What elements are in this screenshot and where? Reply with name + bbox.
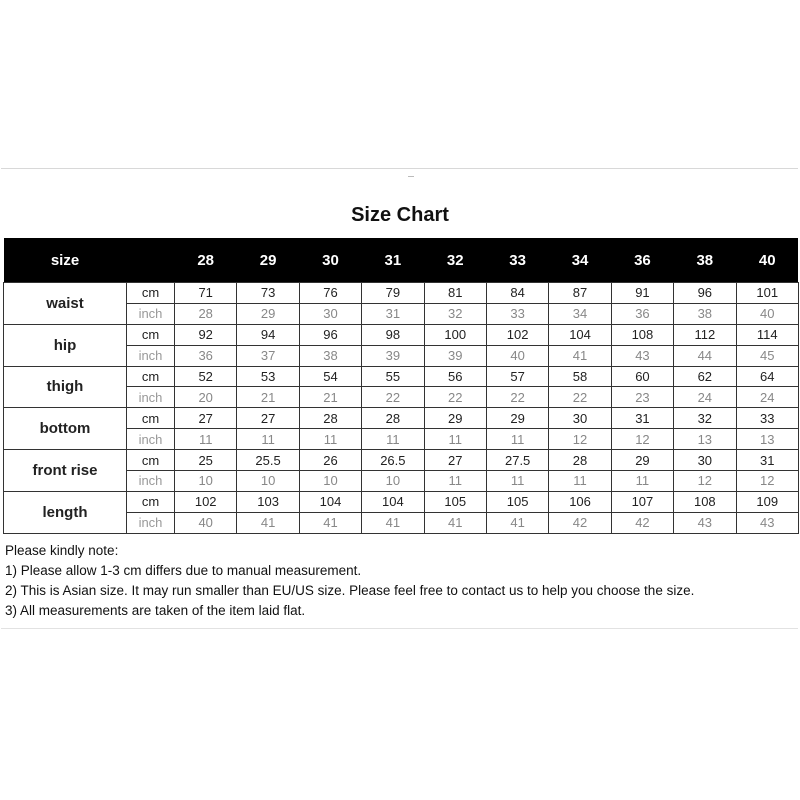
unit-cell: cm (127, 408, 175, 429)
unit-cell: cm (127, 366, 175, 387)
measurement-label: waist (4, 283, 127, 325)
value-cell: 22 (549, 387, 611, 408)
value-cell: 41 (237, 512, 299, 533)
measurement-label: thigh (4, 366, 127, 408)
size-col-header: 31 (362, 238, 424, 283)
value-cell: 22 (424, 387, 486, 408)
value-cell: 98 (362, 324, 424, 345)
value-cell: 11 (611, 471, 673, 492)
notes-heading: Please kindly note: (5, 543, 119, 558)
value-cell: 94 (237, 324, 299, 345)
value-cell: 36 (611, 303, 673, 324)
value-cell: 34 (549, 303, 611, 324)
value-cell: 21 (237, 387, 299, 408)
value-cell: 27 (175, 408, 237, 429)
value-cell: 32 (674, 408, 736, 429)
value-cell: 24 (674, 387, 736, 408)
value-cell: 28 (299, 408, 361, 429)
size-chart-table (3, 238, 799, 534)
value-cell: 84 (486, 283, 548, 304)
size-col-header: 38 (674, 238, 736, 283)
value-cell: 40 (736, 303, 798, 324)
measurement-row-cm (4, 450, 799, 471)
value-cell: 41 (299, 512, 361, 533)
value-cell: 53 (237, 366, 299, 387)
measurement-row-cm (4, 366, 799, 387)
value-cell: 29 (237, 303, 299, 324)
value-cell: 12 (674, 471, 736, 492)
unit-cell: inch (127, 303, 175, 324)
value-cell: 43 (736, 512, 798, 533)
value-cell: 11 (175, 429, 237, 450)
value-cell: 44 (674, 345, 736, 366)
value-cell: 108 (674, 491, 736, 512)
size-col-header: 33 (486, 238, 548, 283)
value-cell: 104 (362, 491, 424, 512)
value-cell: 79 (362, 283, 424, 304)
measurement-row-cm (4, 491, 799, 512)
frame-tick (408, 176, 414, 177)
value-cell: 45 (736, 345, 798, 366)
unit-cell: inch (127, 512, 175, 533)
value-cell: 96 (674, 283, 736, 304)
note-item: 1) Please allow 1-3 cm differs due to manual measurement. (5, 563, 362, 578)
value-cell: 11 (237, 429, 299, 450)
value-cell: 114 (736, 324, 798, 345)
value-cell: 41 (424, 512, 486, 533)
size-col-header: 32 (424, 238, 486, 283)
value-cell: 40 (486, 345, 548, 366)
value-cell: 64 (736, 366, 798, 387)
value-cell: 87 (549, 283, 611, 304)
value-cell: 33 (736, 408, 798, 429)
unit-cell: cm (127, 491, 175, 512)
value-cell: 27 (237, 408, 299, 429)
value-cell: 39 (424, 345, 486, 366)
value-cell: 96 (299, 324, 361, 345)
value-cell: 22 (486, 387, 548, 408)
value-cell: 28 (175, 303, 237, 324)
value-cell: 41 (362, 512, 424, 533)
value-cell: 43 (611, 345, 673, 366)
note-item: 2) This is Asian size. It may run smaller than EU/US size. Please feel free to contact us to help you choose the size. (5, 583, 695, 598)
value-cell: 28 (549, 450, 611, 471)
size-col-header: 30 (299, 238, 361, 283)
value-cell: 21 (299, 387, 361, 408)
value-cell: 30 (674, 450, 736, 471)
value-cell: 105 (424, 491, 486, 512)
value-cell: 11 (424, 429, 486, 450)
value-cell: 13 (674, 429, 736, 450)
value-cell: 38 (299, 345, 361, 366)
value-cell: 26 (299, 450, 361, 471)
value-cell: 37 (237, 345, 299, 366)
value-cell: 102 (486, 324, 548, 345)
value-cell: 36 (175, 345, 237, 366)
value-cell: 25.5 (237, 450, 299, 471)
unit-cell: cm (127, 450, 175, 471)
value-cell: 56 (424, 366, 486, 387)
unit-cell: inch (127, 387, 175, 408)
value-cell: 103 (237, 491, 299, 512)
value-cell: 40 (175, 512, 237, 533)
value-cell: 108 (611, 324, 673, 345)
value-cell: 10 (175, 471, 237, 492)
value-cell: 30 (299, 303, 361, 324)
value-cell: 28 (362, 408, 424, 429)
measurement-row-cm (4, 283, 799, 304)
header-row (4, 238, 799, 283)
value-cell: 42 (549, 512, 611, 533)
value-cell: 12 (611, 429, 673, 450)
value-cell: 31 (736, 450, 798, 471)
value-cell: 52 (175, 366, 237, 387)
value-cell: 43 (674, 512, 736, 533)
value-cell: 91 (611, 283, 673, 304)
size-col-header: 29 (237, 238, 299, 283)
unit-cell: cm (127, 324, 175, 345)
value-cell: 10 (299, 471, 361, 492)
size-header: size (4, 238, 127, 283)
value-cell: 62 (674, 366, 736, 387)
value-cell: 60 (611, 366, 673, 387)
value-cell: 81 (424, 283, 486, 304)
value-cell: 55 (362, 366, 424, 387)
value-cell: 10 (237, 471, 299, 492)
size-col-header: 34 (549, 238, 611, 283)
value-cell: 27.5 (486, 450, 548, 471)
notes-section (5, 541, 795, 621)
value-cell: 38 (674, 303, 736, 324)
value-cell: 100 (424, 324, 486, 345)
value-cell: 71 (175, 283, 237, 304)
value-cell: 104 (549, 324, 611, 345)
value-cell: 42 (611, 512, 673, 533)
value-cell: 73 (237, 283, 299, 304)
value-cell: 11 (549, 471, 611, 492)
measurement-row-cm (4, 408, 799, 429)
value-cell: 57 (486, 366, 548, 387)
value-cell: 13 (736, 429, 798, 450)
value-cell: 12 (736, 471, 798, 492)
value-cell: 112 (674, 324, 736, 345)
value-cell: 11 (486, 429, 548, 450)
value-cell: 11 (424, 471, 486, 492)
value-cell: 31 (611, 408, 673, 429)
page-title: Size Chart (351, 204, 449, 226)
size-col-header: 28 (175, 238, 237, 283)
size-col-header: 36 (611, 238, 673, 283)
measurement-label: bottom (4, 408, 127, 450)
unit-cell: cm (127, 283, 175, 304)
value-cell: 76 (299, 283, 361, 304)
value-cell: 107 (611, 491, 673, 512)
value-cell: 33 (486, 303, 548, 324)
unit-header (127, 238, 175, 283)
value-cell: 54 (299, 366, 361, 387)
value-cell: 41 (486, 512, 548, 533)
value-cell: 11 (362, 429, 424, 450)
value-cell: 25 (175, 450, 237, 471)
value-cell: 104 (299, 491, 361, 512)
value-cell: 29 (486, 408, 548, 429)
unit-cell: inch (127, 471, 175, 492)
size-col-header: 40 (736, 238, 798, 283)
value-cell: 30 (549, 408, 611, 429)
value-cell: 102 (175, 491, 237, 512)
measurement-row-cm (4, 324, 799, 345)
value-cell: 22 (362, 387, 424, 408)
value-cell: 32 (424, 303, 486, 324)
measurement-label: hip (4, 324, 127, 366)
value-cell: 29 (611, 450, 673, 471)
measurement-label: front rise (4, 450, 127, 492)
value-cell: 10 (362, 471, 424, 492)
value-cell: 11 (299, 429, 361, 450)
note-item: 3) All measurements are taken of the item laid flat. (5, 603, 306, 618)
value-cell: 39 (362, 345, 424, 366)
value-cell: 106 (549, 491, 611, 512)
measurement-label: length (4, 491, 127, 533)
value-cell: 41 (549, 345, 611, 366)
value-cell: 24 (736, 387, 798, 408)
value-cell: 105 (486, 491, 548, 512)
value-cell: 20 (175, 387, 237, 408)
value-cell: 58 (549, 366, 611, 387)
value-cell: 101 (736, 283, 798, 304)
value-cell: 31 (362, 303, 424, 324)
value-cell: 11 (486, 471, 548, 492)
value-cell: 27 (424, 450, 486, 471)
unit-cell: inch (127, 345, 175, 366)
value-cell: 12 (549, 429, 611, 450)
value-cell: 109 (736, 491, 798, 512)
value-cell: 29 (424, 408, 486, 429)
unit-cell: inch (127, 429, 175, 450)
value-cell: 23 (611, 387, 673, 408)
value-cell: 26.5 (362, 450, 424, 471)
value-cell: 92 (175, 324, 237, 345)
